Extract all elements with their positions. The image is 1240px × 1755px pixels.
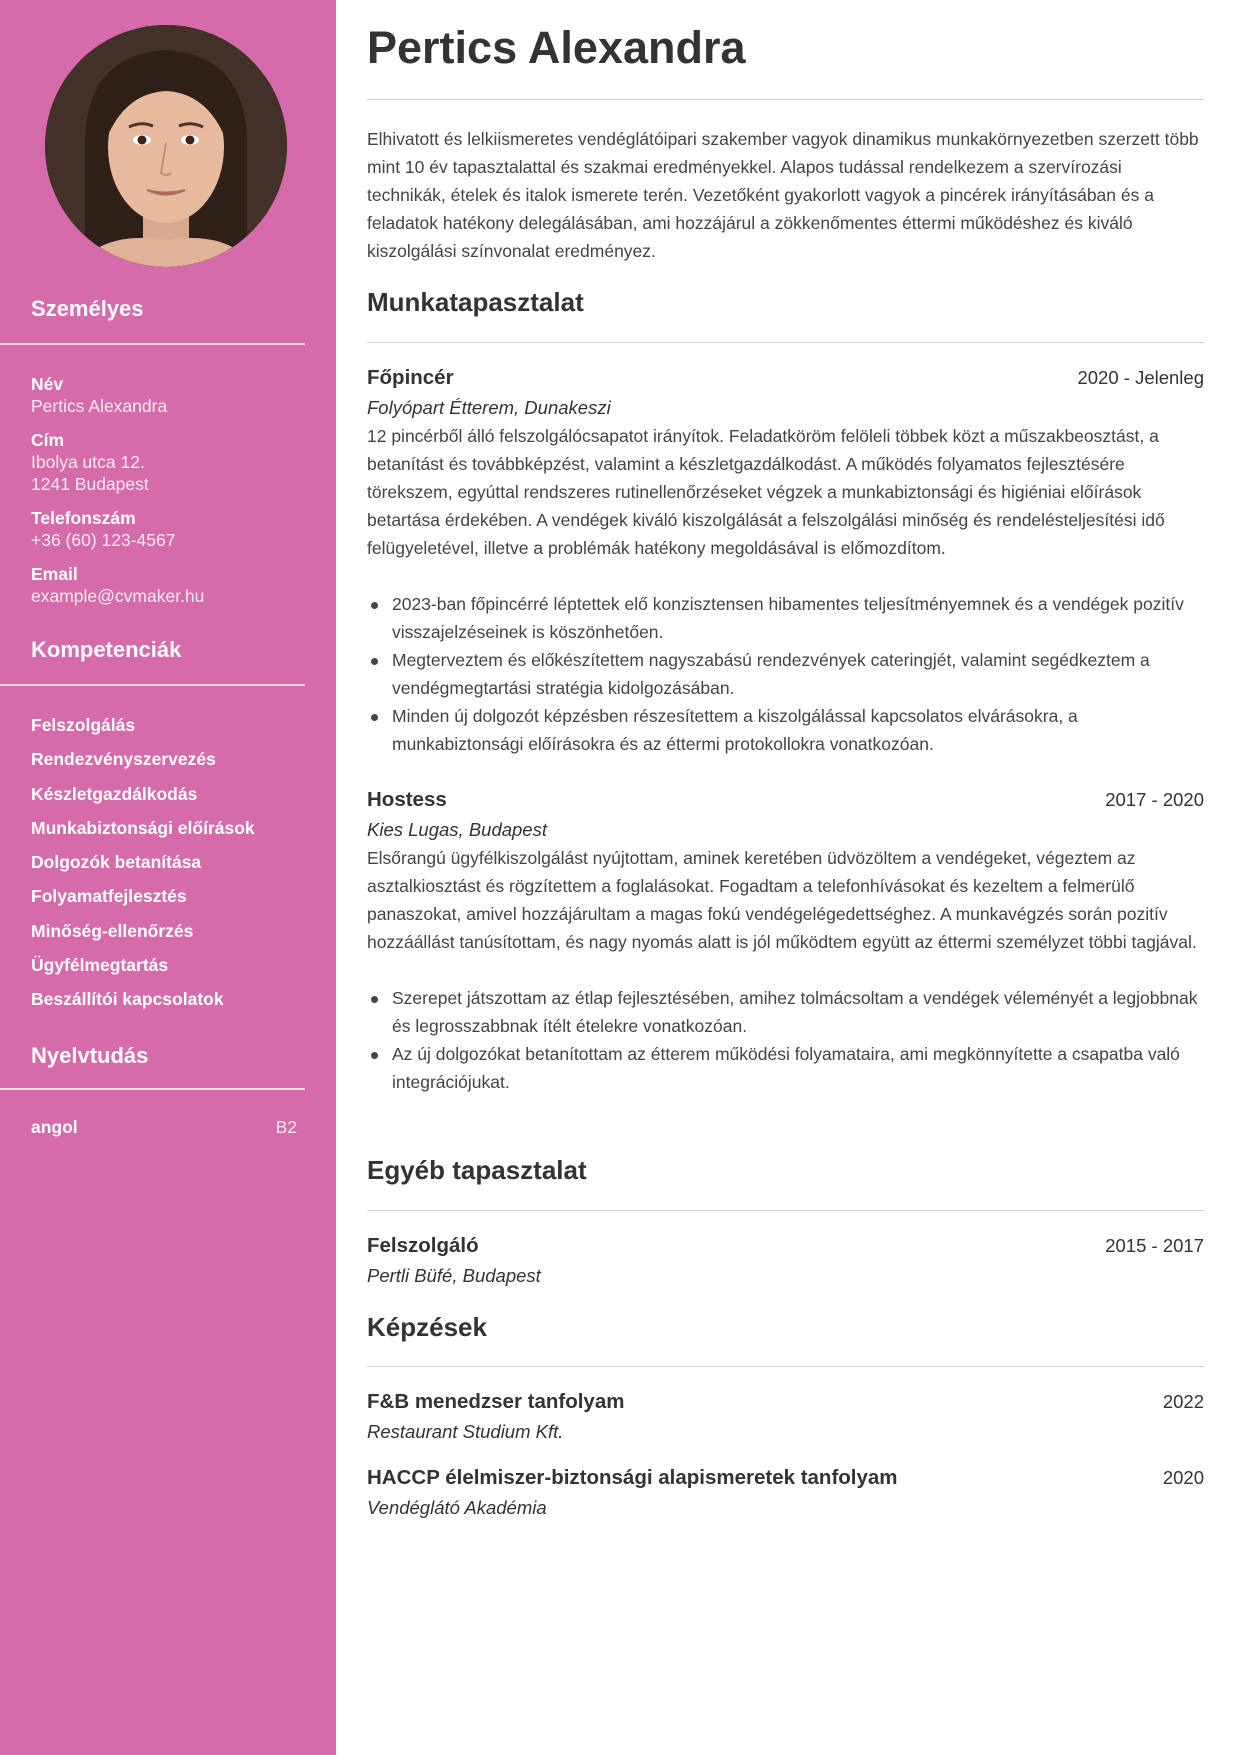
skill-item: Felszolgálás (31, 715, 136, 735)
skills-heading: Kompetenciák (31, 637, 182, 662)
phone-label: Telefonszám (31, 508, 136, 528)
achievement-list (367, 984, 1204, 1096)
course-provider: Vendéglátó Akadémia (367, 1497, 547, 1518)
education-heading: Képzések (367, 1312, 487, 1342)
personal-name (31, 373, 336, 417)
skill-item: Munkabiztonsági előírások (31, 817, 255, 838)
other-entry (367, 1234, 1204, 1290)
skill-item: Folyamatfejlesztés (31, 886, 187, 907)
phone-value: +36 (60) 123-4567 (31, 530, 176, 550)
work-divider (367, 342, 1204, 343)
course-title: HACCP élelmiszer-biztonsági alapismeretek tanfolyam (367, 1466, 898, 1489)
achievement-item: 2023-ban főpincérré léptettek elő konzisztensen hibamentes teljesítményemnek és a vendégek pozitív visszajelzéseinek is köszönhetően. (367, 590, 1204, 646)
job-description: Elsőrangú ügyfélkiszolgálást nyújtottam, aminek keretében üdvözöltem a vendégeket, végeztem az asztalkiosztást és rögzítettem a foglalásokat. Fogadtam a telefonhívásokat és kezeltem a felmerülő panaszokat, amivel hozzájárultam a magas fokú vendégelégedettséghez. A munkavégzés során pozitív hozzáállást tanúsítottam, és nagy nyomás alatt is jól működtem együtt az éttermi személyzet többi tagjával. (367, 848, 1197, 952)
skill-item: Ügyfélmegtartás (31, 955, 169, 976)
achievement-item: Megterveztem és előkészítettem nagyszabású rendezvények cateringjét, valamint segédkeztem a vendégmegtartási stratégia kidolgozásában. (367, 646, 1204, 702)
address-line1: Ibolya utca 12. (31, 452, 145, 472)
other-experience-heading: Egyéb tapasztalat (367, 1155, 587, 1185)
skills-divider (0, 684, 305, 686)
email-label: Email (31, 564, 78, 584)
skill-item: Rendezvényszervezés (31, 749, 216, 770)
course-year: 2020 (1162, 1467, 1204, 1488)
profile-photo (45, 25, 287, 267)
work-entry (367, 788, 1204, 1096)
work-heading: Munkatapasztalat (367, 287, 584, 317)
languages-divider (0, 1088, 305, 1090)
name-divider (367, 99, 1204, 100)
entry-header (367, 1466, 1204, 1494)
work-entry (367, 366, 1204, 758)
job-dates: 2015 - 2017 (1105, 1235, 1204, 1256)
job-title: Hostess (367, 788, 447, 811)
address-label: Cím (31, 430, 65, 450)
language-name: angol (31, 1117, 78, 1137)
languages-list (31, 1117, 336, 1138)
education-divider (367, 1366, 1204, 1367)
skill-item: Beszállítói kapcsolatok (31, 989, 224, 1010)
job-employer: Kies Lugas, Budapest (367, 819, 547, 840)
entry-header (367, 366, 1204, 394)
job-employer: Folyópart Étterem, Dunakeszi (367, 397, 611, 418)
course-year: 2022 (1162, 1391, 1204, 1412)
sidebar (0, 0, 336, 1755)
education-entry (367, 1390, 1204, 1446)
personal-section (31, 296, 336, 330)
achievement-list (367, 590, 1204, 758)
languages-section (31, 1043, 336, 1077)
profile-summary: Elhivatott és lelkiismeretes vendéglátóipari szakember vagyok dinamikus munkakörnyezetben szerzett több mint 10 év tapasztalattal és szakmai eredményekkel. Alapos tudással rendelkezem a szervírozási technikák, ételek és italok ismerete terén. Vezetőként gyakorlott vagyok a pincérek irányításában és a feladatok hatékony delegálásában, ami hozzájárul a zökkenőmentes éttermi működéshez és kiváló kiszolgálási színvonalat eredményez. (367, 129, 1199, 261)
entry-header (367, 1390, 1204, 1418)
achievement-item: Minden új dolgozót képzésben részesítettem a kiszolgálással kapcsolatos elvárásokra, a munkabiztonsági előírásokra és az éttermi protokollokra vonatkozóan. (367, 702, 1204, 758)
personal-details (31, 373, 336, 619)
personal-heading: Személyes (31, 296, 144, 321)
name-value: Pertics Alexandra (31, 396, 168, 416)
email-value[interactable]: example@cvmaker.hu (31, 586, 205, 606)
job-dates: 2020 - Jelenleg (1077, 367, 1204, 388)
entry-header (367, 1234, 1204, 1262)
job-title: Főpincér (367, 366, 454, 389)
job-dates: 2017 - 2020 (1105, 789, 1204, 810)
personal-address (31, 429, 336, 495)
skills-section (31, 637, 336, 671)
portrait-image (45, 25, 287, 267)
skill-item: Minőség-ellenőrzés (31, 920, 194, 941)
other-experience-divider (367, 1210, 1204, 1211)
personal-divider (0, 343, 305, 345)
language-row (31, 1117, 297, 1138)
personal-phone (31, 507, 336, 551)
name-label: Név (31, 374, 64, 394)
job-employer: Pertli Büfé, Budapest (367, 1265, 541, 1286)
achievement-item: Az új dolgozókat betanítottam az étterem működési folyamataira, ami megkönnyítette a csapatba való integrációjukat. (367, 1040, 1204, 1096)
skills-list (31, 714, 336, 1023)
skill-item: Dolgozók betanítása (31, 852, 202, 873)
education-entry (367, 1466, 1204, 1522)
personal-email (31, 563, 336, 607)
achievement-item: Szerepet játszottam az étlap fejlesztésében, amihez tolmácsoltam a vendégek véleményét a legjobbnak és legrosszabbnak ítélt ételekre vonatkozóan. (367, 984, 1204, 1040)
language-level: B2 (275, 1117, 297, 1137)
job-title: Felszolgáló (367, 1234, 479, 1257)
job-description: 12 pincérből álló felszolgálócsapatot irányítok. Feladatköröm felöleli többek közt a műszakbeosztást, a betanítást és továbbképzést, valamint a készletgazdálkodást. A működés folyamatos fejlesztésére törekszem, egyúttal rendszeres rutinellenőrzéseket végzek a munkabiztonsági és higiéniai előírások betartása érdekében. A vendégek kiváló kiszolgálását a felszolgálási minőség és rendelésteljesítési idő felügyeletével, illetve a problémák hatékony megoldásával is előmozdítom. (367, 426, 1165, 558)
candidate-name: Pertics Alexandra (367, 22, 746, 73)
languages-heading: Nyelvtudás (31, 1043, 149, 1068)
address-line2: 1241 Budapest (31, 474, 149, 494)
course-title: F&B menedzser tanfolyam (367, 1390, 625, 1413)
skill-item: Készletgazdálkodás (31, 783, 198, 804)
entry-header (367, 788, 1204, 816)
course-provider: Restaurant Studium Kft. (367, 1421, 564, 1442)
